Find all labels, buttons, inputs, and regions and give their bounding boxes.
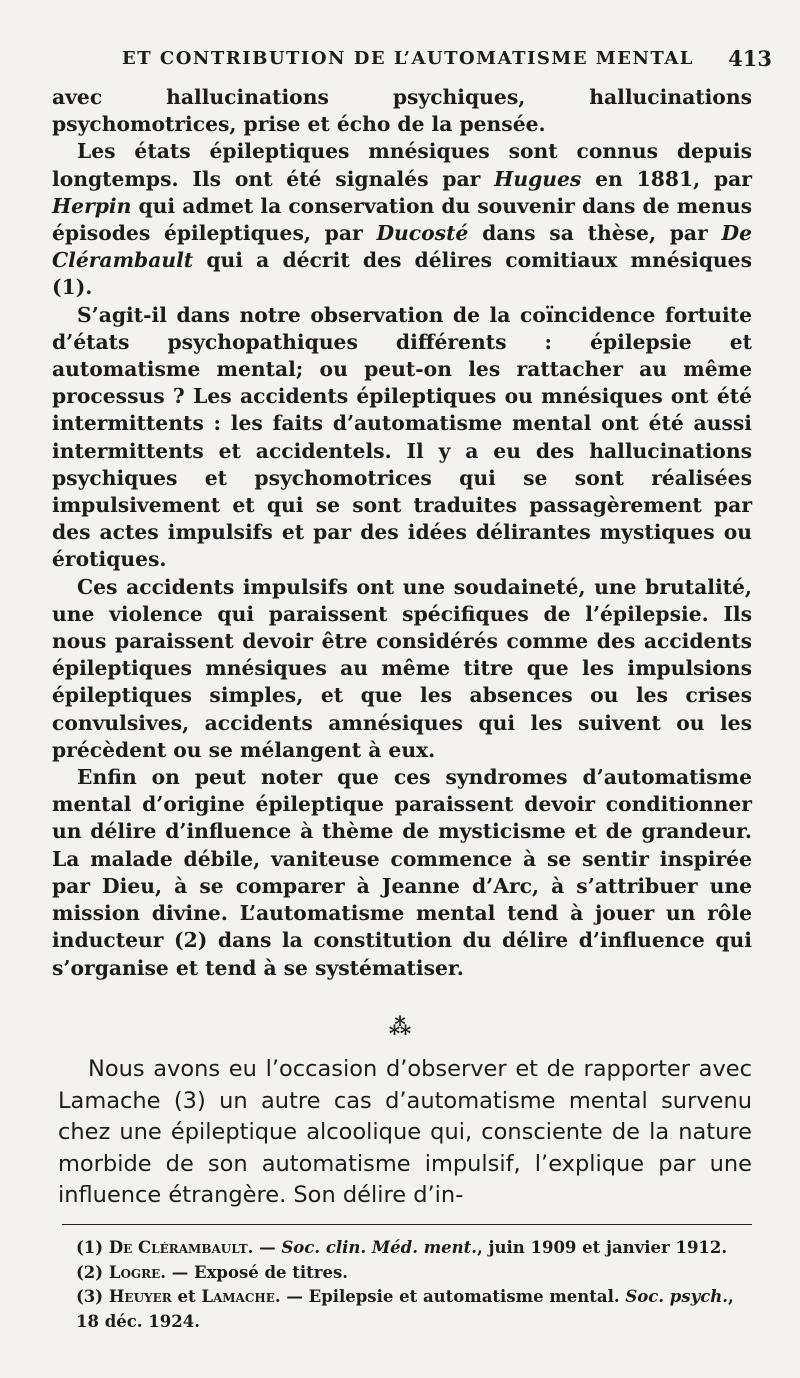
text-run: . — [247, 1238, 282, 1257]
footnote-author: Logre [108, 1262, 161, 1282]
paragraph-observation: S’agit-il dans notre observation de la coïncidence fortuite d’états psychopathiques différents : épilepsie et automatisme mental; ou peut-on les rattacher au même processus ? Les accidents épileptiques ou mnésiques ont été intermittents : les faits d’automatisme mental ont été aussi intermittents et accidentels. Il y a eu des hallucinations psychiques et psychomotrices qui se sont réalisées impulsivement et qui se sont traduites passagèrement par des actes impulsifs et par des idées délirantes mystiques ou érotiques. [52, 302, 752, 572]
section-separator: ⁂ [388, 1014, 412, 1040]
footnote-number: (3) [76, 1287, 109, 1306]
paragraph-epileptic-states [52, 138, 752, 301]
paragraph-lamache-case: Nous avons eu l’occasion d’observer et de rapporter avec Lamache (3) un autre cas d’automatisme mental survenu chez une épileptique alcoolique qui, consciente de la nature morbide de son automatisme impulsif, l’explique par une influence étrangère. Son délire d’in- [58, 1056, 752, 1208]
text-run: . — Exposé de titres. [160, 1262, 349, 1282]
footnotes [76, 1236, 756, 1334]
text-run: qui a décrit des délires comitiaux mnésiques (1). [52, 248, 752, 300]
large-type-section [58, 1054, 752, 1212]
text-run: . — Epilepsie et automatisme mental. [274, 1287, 626, 1306]
footnote-author: Heuyer [108, 1287, 172, 1306]
footnote-number: (2) [76, 1262, 109, 1282]
footnote-1 [76, 1236, 756, 1261]
footnote-2 [76, 1261, 756, 1286]
footnote-journal: Soc. psych. [625, 1287, 729, 1306]
footnote-author: Lamache [201, 1287, 275, 1306]
footnote-3 [76, 1285, 756, 1334]
footnote-rule [62, 1224, 752, 1225]
footnote-number: (1) [76, 1238, 109, 1257]
page-number: 413 [728, 45, 772, 71]
text-run: , 18 déc. 1924. [76, 1287, 734, 1331]
text-run: et [171, 1287, 202, 1306]
running-title: ET CONTRIBUTION DE L’AUTOMATISME MENTAL [122, 47, 694, 69]
footnote-author: De Clérambault [108, 1238, 248, 1257]
running-header [52, 38, 772, 78]
author-name-clerambault: De Clérambault [52, 221, 752, 273]
paragraph-conclusion: Enfin on peut noter que ces syndromes d’automatisme mental d’origine épileptique paraissent devoir conditionner un délire d’influence à thème de mysticisme et de grandeur. La malade débile, vaniteuse commence à se sentir inspirée par Dieu, à se comparer à Jeanne d’Arc, à s’attribuer une mission divine. L’automatisme mental tend à jouer un rôle inducteur (2) dans la constitution du délire d’influence qui s’organise et tend à se systématiser. [52, 765, 752, 980]
text-run: , juin 1909 et janvier 1912. [477, 1238, 728, 1257]
text-run: Les états épileptiques mnésiques sont connus depuis longtemps. Ils ont été signalés par [52, 139, 752, 191]
author-name-herpin: Herpin [52, 193, 132, 218]
author-name-ducoste: Ducosté [376, 221, 469, 246]
main-text [52, 84, 752, 982]
author-name-hugues: Hugues [494, 166, 582, 191]
text-run: qui admet la conservation du souvenir dans de menus épisodes épileptiques, par [52, 193, 752, 246]
text-run: en 1881, par [581, 166, 752, 191]
paragraph-continuation: avec hallucinations psychiques, hallucinations psychomotrices, prise et écho de la pensée. [52, 85, 752, 137]
text-run: dans sa thèse, par [468, 221, 722, 246]
paragraph-impulsive-accidents: Ces accidents impulsifs ont une soudaineté, une brutalité, une violence qui paraissent spécifiques de l’épilepsie. Ils nous paraissent devoir être considérés comme des accidents épileptiques mnésiques au même titre que les impulsions épileptiques simples, et que les absences ou les crises convulsives, accidents amnésiques qui les suivent ou les précèdent ou se mélangent à eux. [52, 574, 752, 762]
footnote-journal: Soc. clin. Méd. ment. [281, 1238, 478, 1257]
